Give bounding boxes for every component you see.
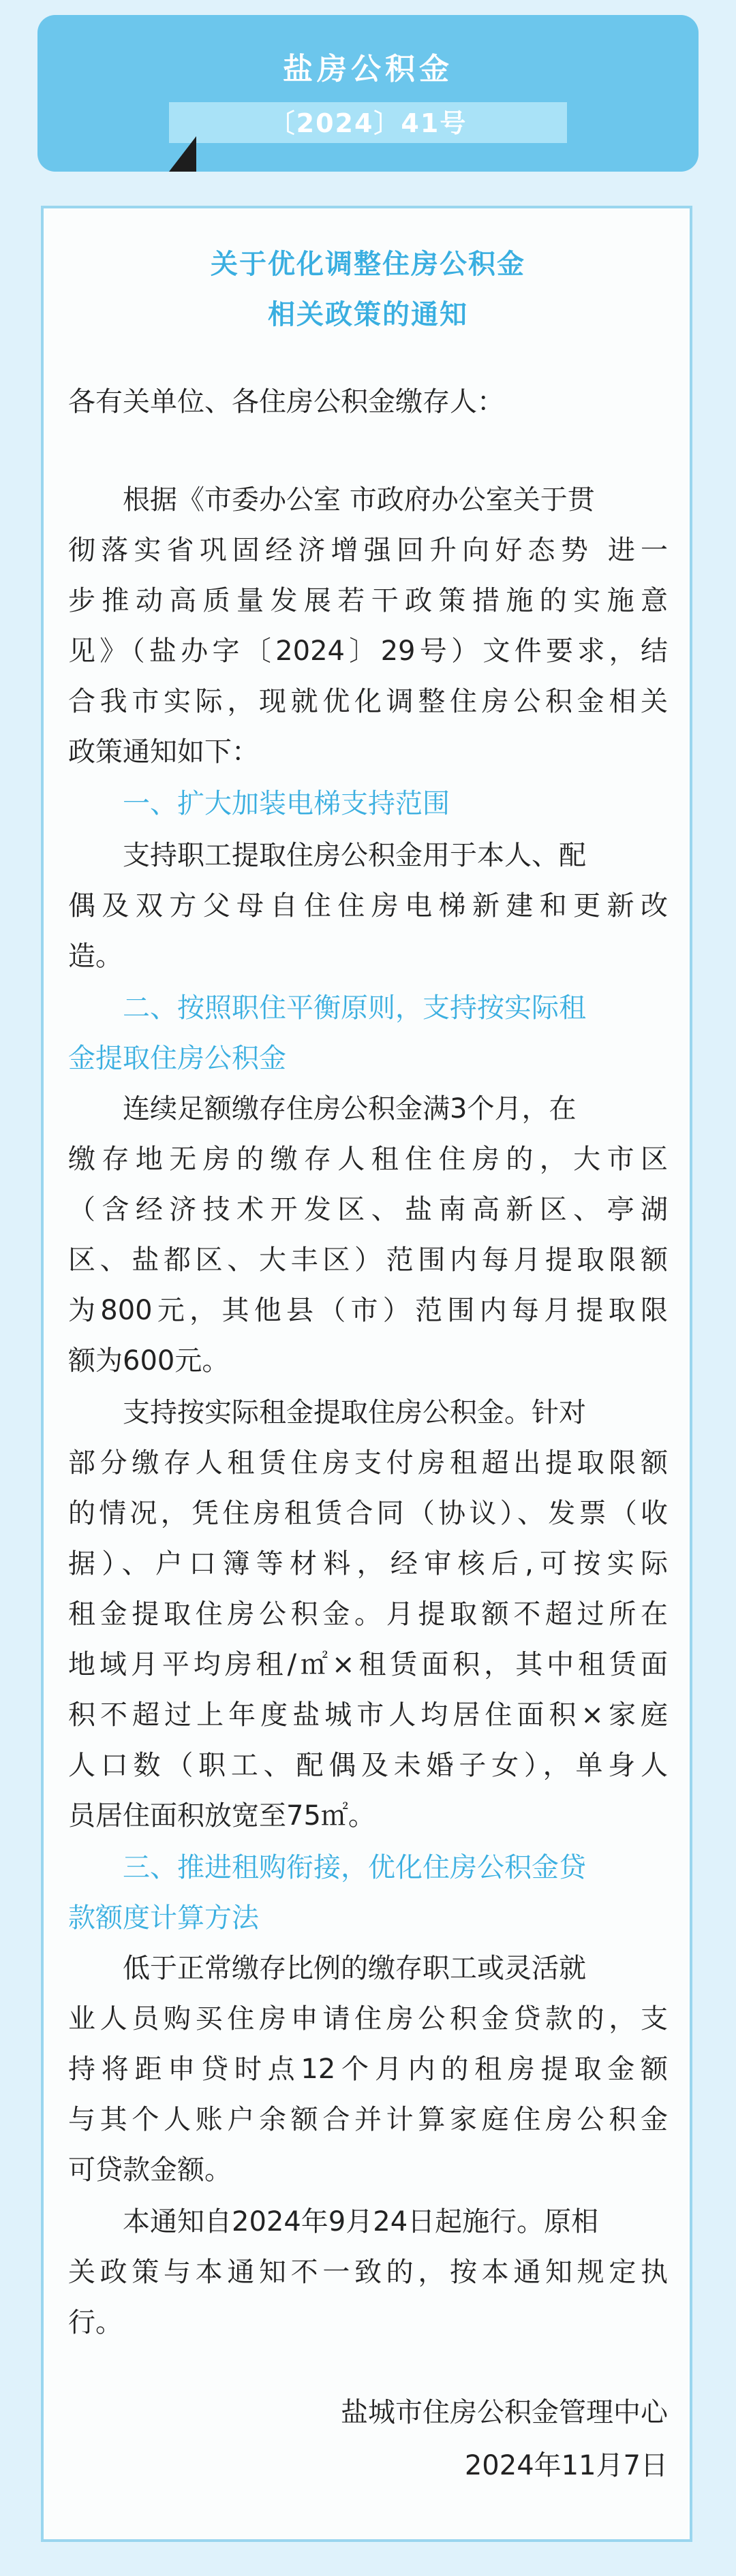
paragraph-3-line: （含经济技术开发区、盐南高新区、亭湖 [68, 1194, 668, 1225]
paragraph-3-line: 为800元，其他县（市）范围内每月提取限 [68, 1295, 668, 1326]
document-number: 〔2024〕41号 [269, 108, 467, 138]
paragraph-6-line: 本通知自2024年9月24日起施行。原相 [123, 2206, 599, 2237]
paragraph-1-line: 见》（盐办字〔2024〕29号）文件要求，结 [68, 635, 668, 667]
header-title: 盐房公积金 [283, 52, 453, 87]
notice-title-line-1: 关于优化调整住房公积金 [211, 249, 525, 280]
paragraph-4-line: 租金提取住房公积金。月提取额不超过所在 [68, 1599, 668, 1630]
paragraph-3-line: 区、盐都区、大丰区）范围内每月提取限额 [68, 1244, 668, 1276]
paragraph-3-line: 连续足额缴存住房公积金满3个月，在 [123, 1093, 577, 1125]
paragraph-6-line: 关政策与本通知不一致的，按本通知规定执 [68, 2257, 668, 2288]
section-heading-2: 金提取住房公积金 [68, 1043, 286, 1074]
notice-title-line-2: 相关政策的通知 [268, 299, 468, 330]
paragraph-4-line: 人口数（职工、配偶及未婚子女），单身人 [68, 1750, 668, 1781]
paragraph-5-line: 与其个人账户余额合并计算家庭住房公积金 [68, 2104, 668, 2135]
salutation: 各有关单位、各住房公积金缴存人： [68, 386, 504, 418]
section-heading-3: 款额度计算方法 [68, 1902, 259, 1934]
paragraph-4-line: 据）、户口簿等材料，经审核后,可按实际 [68, 1548, 668, 1580]
issuer-signature: 盐城市住房公积金管理中心 [341, 2397, 668, 2428]
paragraph-4-line: 支持按实际租金提取住房公积金。针对 [123, 1397, 586, 1428]
paragraph-1-line: 合我市实际，现就优化调整住房公积金相关 [68, 686, 668, 717]
paragraph-4-line: 员居住面积放宽至75㎡。 [68, 1800, 375, 1832]
paragraph-4-line: 部分缴存人租赁住房支付房租超出提取限额 [68, 1447, 668, 1479]
paragraph-4-line: 地域月平均房租/㎡×租赁面积，其中租赁面 [68, 1649, 668, 1680]
paragraph-5-line: 可贷款金额。 [68, 2154, 232, 2186]
paragraph-4-line: 积不超过上年度盐城市人均居住面积×家庭 [68, 1699, 668, 1731]
paragraph-2-line: 支持职工提取住房公积金用于本人、配 [123, 840, 586, 871]
section-heading-1: 一、扩大加装电梯支持范围 [123, 788, 450, 819]
paragraph-1-line: 根据《市委办公室 市政府办公室关于贯 [123, 484, 595, 516]
paragraph-5-line: 业人员购买住房申请住房公积金贷款的，支 [68, 2003, 668, 2035]
paragraph-5-line: 低于正常缴存比例的缴存职工或灵活就 [123, 1953, 586, 1984]
paragraph-2-line: 造。 [68, 941, 123, 972]
paragraph-1-line: 彻落实省巩固经济增强回升向好态势 进一 [68, 535, 668, 566]
paragraph-2-line: 偶及双方父母自住住房电梯新建和更新改 [68, 890, 668, 922]
header-banner [37, 15, 699, 172]
paragraph-5-line: 持将距申贷时点12个月内的租房提取金额 [68, 2054, 668, 2085]
paragraph-6-line: 行。 [68, 2307, 123, 2338]
section-heading-3: 三、推进租购衔接，优化住房公积金贷 [123, 1852, 586, 1883]
paragraph-3-line: 额为600元。 [68, 1345, 230, 1377]
section-heading-2: 二、按照职住平衡原则，支持按实际租 [123, 992, 586, 1024]
paragraph-1-line: 政策通知如下： [68, 736, 259, 768]
paragraph-4-line: 的情况，凭住房租赁合同（协议）、发票（收 [68, 1498, 668, 1529]
issue-date: 2024年11月7日 [464, 2450, 668, 2481]
paragraph-1-line: 步推动高质量发展若干政策措施的实施意 [68, 585, 668, 616]
paragraph-3-line: 缴存地无房的缴存人租住住房的，大市区 [68, 1144, 668, 1175]
